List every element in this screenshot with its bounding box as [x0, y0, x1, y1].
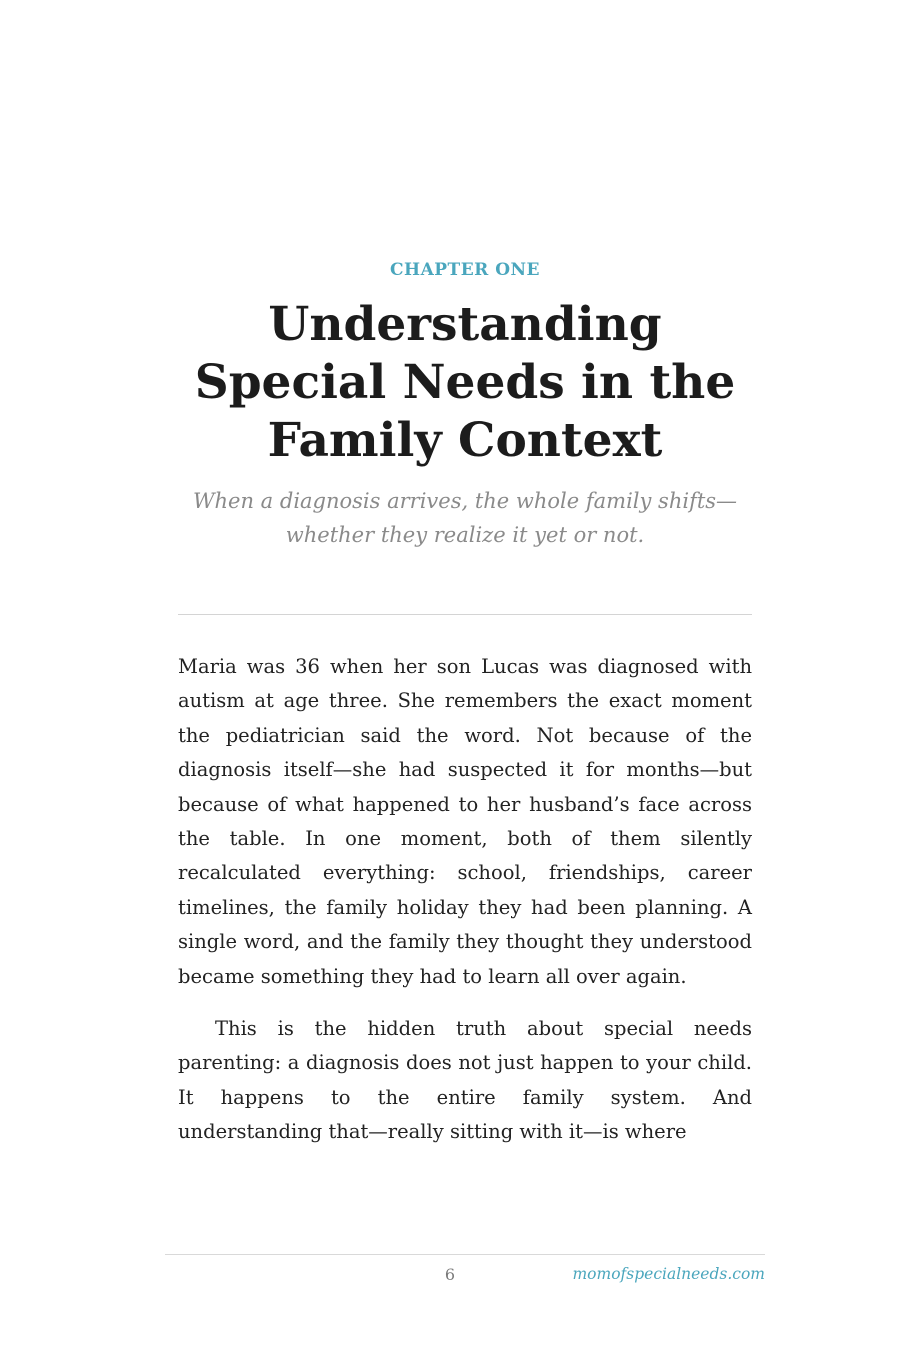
chapter-label: CHAPTER ONE [389, 260, 541, 280]
section-divider [178, 614, 752, 615]
chapter-subtitle: When a diagnosis arrives, the whole family shifts—whether they realize it yet or not. [192, 489, 738, 547]
body-paragraph: This is the hidden truth about special needs parenting: a diagnosis does not just happen to your child. It happens to the entire family system. And understanding that—really sitting with it—is where [178, 1017, 752, 1144]
page-number: 6 [444, 1265, 456, 1284]
body-paragraph: Maria was 36 when her son Lucas was diagnosed with autism at age three. She remembers the exact moment the pediatrician said the word. Not because of the diagnosis itself—she had suspected it for months—but because of what happened to her husband’s face across the table. In one moment, both of them silently recalculated everything: school, friendships, career timelines, the family holiday they had been planning. A single word, and the family they thought they understood became something they had to learn all over again. [178, 655, 752, 988]
chapter-title: Understanding Special Needs in the Family Context [194, 297, 736, 468]
footer-divider [165, 1254, 765, 1255]
body-text [178, 650, 752, 1150]
website-link[interactable]: momofspecialneeds.com [572, 1265, 765, 1283]
